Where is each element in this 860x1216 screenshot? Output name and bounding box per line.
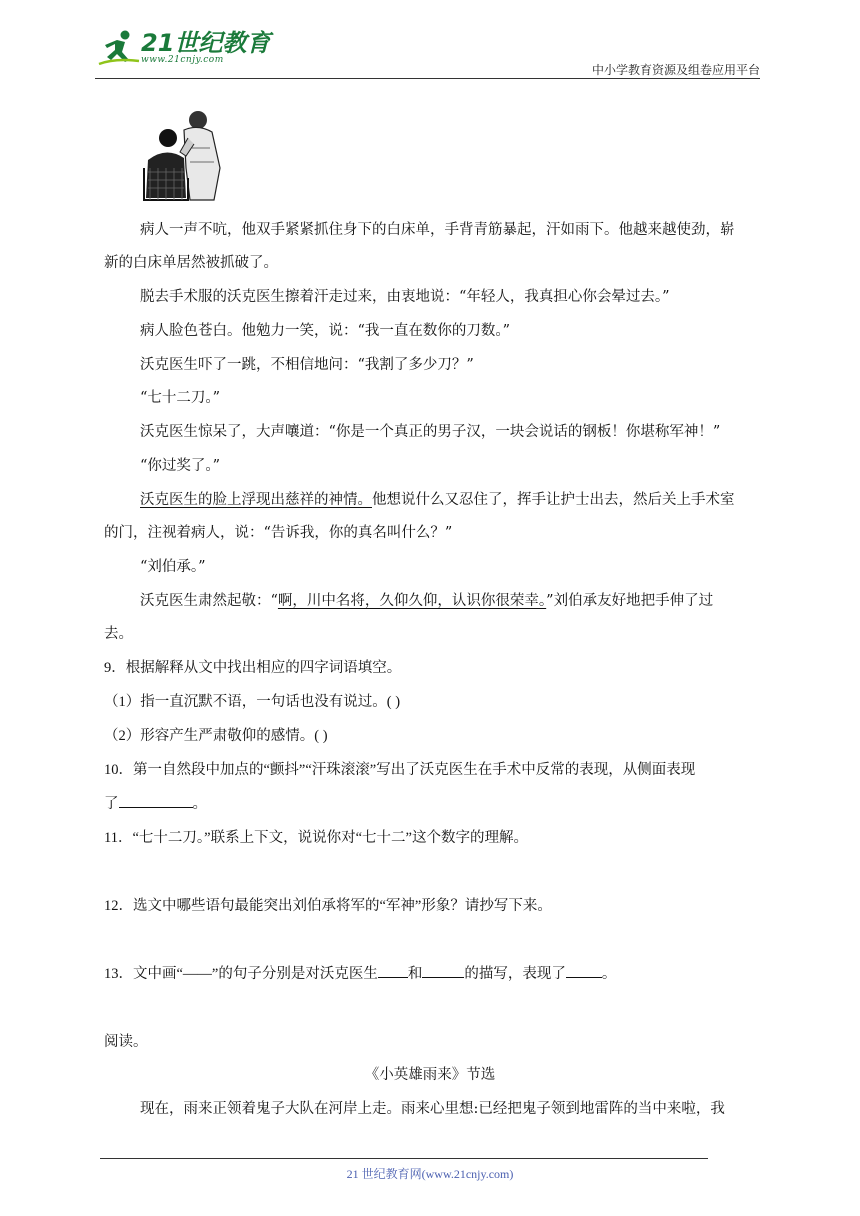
passage-text: ”刘伯承友好地把手伸了过 [546, 593, 714, 609]
reading-paragraph: 现在，雨来正领着鬼子大队在河岸上走。雨来心里想:已经把鬼子领到地雷阵的当中来啦，我 [140, 1101, 725, 1117]
passage-text: 他想说什么又忍住了，挥手让护士出去，然后关上手术室 [372, 492, 735, 508]
question-text: 的描写，表现了 [464, 966, 566, 982]
question-text: 13．文中画“——”的句子分别是对沃克医生 [104, 966, 378, 982]
passage-paragraph: 的门，注视着病人，说：“告诉我，你的真名叫什么？” [104, 525, 453, 541]
question-9-1: （1）指一直沉默不语，一句话也没有说过。( ) [104, 694, 401, 710]
passage-paragraph: 沃克医生惊呆了，大声嚷道：“你是一个真正的男子汉，一块会说话的钢板！你堪称军神！” [140, 424, 721, 440]
footer-text: 21 世纪教育网(www.21cnjy.com) [346, 1167, 514, 1181]
passage-paragraph: 病人一声不吭，他双手紧紧抓住身下的白床单，手背青筋暴起，汗如雨下。他越来越使劲，崭 [140, 222, 735, 238]
passage-paragraph: “刘伯承。” [140, 559, 206, 575]
passage-paragraph [140, 488, 735, 509]
question-text: 和 [407, 966, 423, 982]
passage-paragraph: 去。 [104, 626, 133, 642]
question-9: 9．根据解释从文中找出相应的四字词语填空。 [104, 660, 402, 676]
passage-text: 沃克医生肃然起敬：“ [140, 593, 278, 609]
passage-paragraph: “七十二刀。” [140, 390, 221, 406]
header-divider [95, 78, 760, 79]
logo [95, 28, 270, 68]
logo-text: 21世纪教育 [141, 29, 271, 57]
answer-blank[interactable] [566, 963, 602, 978]
question-text: 。 [601, 966, 617, 982]
platform-name: 中小学教育资源及组卷应用平台 [591, 63, 760, 77]
reading-title: 《小英雄雨来》节选 [364, 1067, 496, 1083]
question-text: 。 [192, 796, 207, 812]
question-11: 11．“七十二刀。”联系上下文，说说你对“七十二”这个数字的理解。 [104, 830, 528, 846]
logo-url: www.21cnjy.com [141, 55, 224, 65]
underlined-sentence: 沃克医生的脸上浮现出慈祥的神情。 [140, 492, 372, 508]
passage-paragraph: “你过奖了。” [140, 458, 221, 474]
reading-label: 阅读。 [104, 1034, 148, 1050]
page-header [95, 28, 760, 78]
passage-paragraph [140, 589, 713, 610]
passage-paragraph: 沃克医生吓了一跳，不相信地问：“我割了多少刀？” [140, 357, 474, 373]
answer-blank[interactable] [378, 963, 408, 978]
passage-paragraph: 脱去手术服的沃克医生擦着汗走过来，由衷地说：“年轻人，我真担心你会晕过去。” [140, 289, 670, 305]
passage-paragraph: 病人脸色苍白。他勉力一笑，说：“我一直在数你的刀数。” [140, 323, 511, 339]
question-9-2: （2）形容产生严肃敬仰的感情。( ) [104, 728, 328, 744]
answer-blank[interactable] [422, 963, 464, 978]
answer-blank[interactable] [119, 793, 193, 808]
runner-logo-icon [95, 28, 141, 68]
underlined-sentence: 啊，川中名将，久仰久仰，认识你很荣幸。 [277, 593, 547, 609]
question-13 [104, 962, 616, 983]
question-10-answer-line [104, 792, 207, 813]
question-text: 了 [104, 796, 119, 812]
footer-divider [100, 1158, 708, 1159]
question-12: 12．选文中哪些语句最能突出刘伯承将军的“军神”形象？请抄写下来。 [104, 898, 552, 914]
question-10: 10．第一自然段中加点的“颤抖”“汗珠滚滚”写出了沃克医生在手术中反常的表现，从侧面表现 [104, 762, 696, 778]
illustration-surgery-image [140, 108, 226, 204]
passage-paragraph: 新的白床单居然被抓破了。 [104, 255, 278, 271]
